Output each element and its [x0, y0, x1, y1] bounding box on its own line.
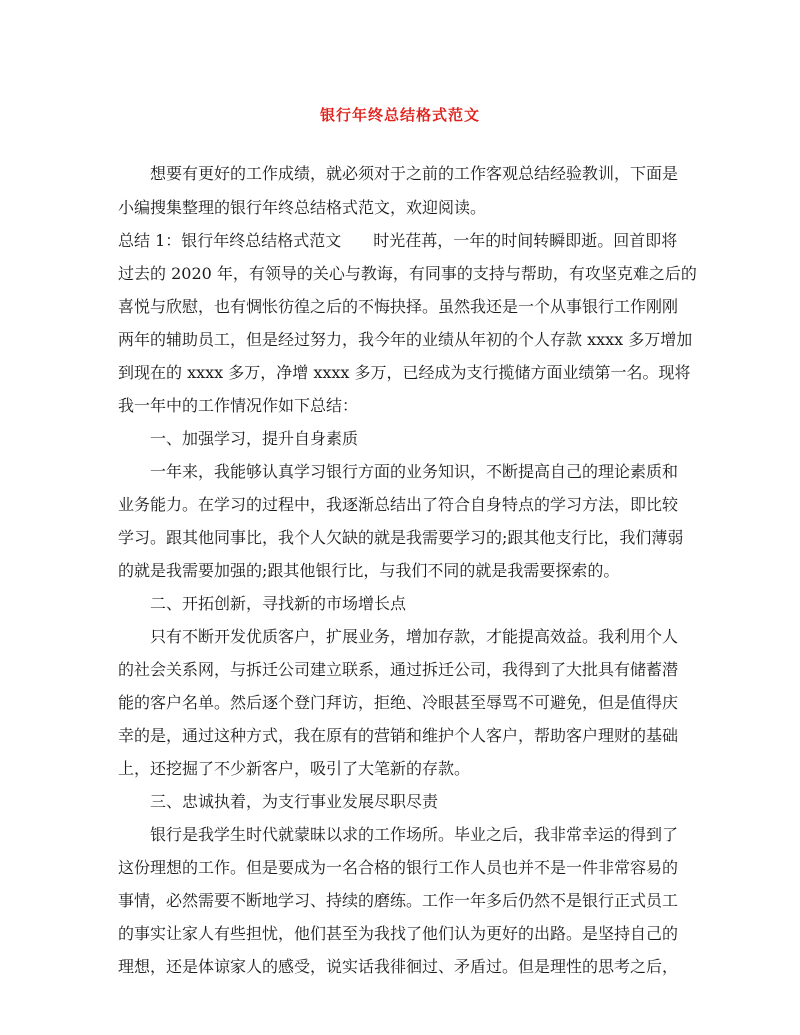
paragraph-line: 一年来，我能够认真学习银行方面的业务知识，不断提高自己的理论素质和: [150, 462, 679, 481]
paragraph-line: 的事实让家人有些担忧，他们甚至为我找了他们认为更好的出路。是坚持自己的: [118, 924, 679, 943]
paragraph-line: 过去的 2020 年，有领导的关心与教诲，有同事的支持与帮助，有攻坚克难之后的: [118, 264, 697, 283]
paragraph-line: 事情，必然需要不断地学习、持续的磨练。工作一年多后仍然不是银行正式员工: [118, 891, 679, 910]
paragraph-line: 能的客户名单。然后逐个登门拜访，拒绝、冷眼甚至辱骂不可避免，但是值得庆: [118, 693, 679, 712]
paragraph-line: 业务能力。在学习的过程中，我逐渐总结出了符合自身特点的学习方法，即比较: [118, 495, 679, 514]
paragraph-line: 银行是我学生时代就蒙昧以求的工作场所。毕业之后，我非常幸运的得到了: [150, 825, 679, 844]
paragraph-line: 到现在的 xxxx 多万，净增 xxxx 多万，已经成为支行揽储方面业绩第一名。现将: [118, 363, 691, 382]
paragraph-line: 我一年中的工作情况作如下总结：: [118, 396, 359, 415]
section-heading: 二、开拓创新，寻找新的市场增长点: [150, 594, 407, 613]
document-title: 银行年终总结格式范文: [319, 106, 480, 124]
paragraph-line: 想要有更好的工作成绩，就必须对于之前的工作客观总结经验教训，下面是: [150, 164, 679, 183]
paragraph-line: 小编搜集整理的银行年终总结格式范文，欢迎阅读。: [118, 198, 487, 217]
paragraph-line: 只有不断开发优质客户，扩展业务，增加存款，才能提高效益。我利用个人: [150, 627, 679, 646]
section-heading: 一、加强学习，提升自身素质: [150, 429, 359, 448]
paragraph-line: 理想，还是体谅家人的感受，说实话我徘徊过、矛盾过。但是理性的思考之后，: [118, 957, 679, 976]
paragraph-line: 幸的是，通过这种方式，我在原有的营销和维护个人客户，帮助客户理财的基础: [118, 726, 679, 745]
paragraph-line: 两年的辅助员工，但是经过努力，我今年的业绩从年初的个人存款 xxxx 多万增加: [118, 330, 693, 349]
paragraph-line: 的社会关系网，与拆迁公司建立联系，通过拆迁公司，我得到了大批具有储蓄潜: [118, 660, 679, 679]
paragraph-line: 总结 1：银行年终总结格式范文 时光荏苒，一年的时间转瞬即逝。回首即将: [118, 231, 678, 250]
section-heading: 三、忠诚执着，为支行事业发展尽职尽责: [150, 792, 439, 811]
paragraph-line: 的就是我需要加强的;跟其他银行比，与我们不同的就是我需要探索的。: [118, 561, 620, 580]
paragraph-line: 这份理想的工作。但是要成为一名合格的银行工作人员也并不是一件非常容易的: [118, 858, 679, 877]
paragraph-line: 上，还挖掘了不少新客户，吸引了大笔新的存款。: [118, 759, 471, 778]
paragraph-line: 喜悦与欣慰，也有惆怅彷徨之后的不悔抉择。虽然我还是一个从事银行工作刚刚: [118, 297, 679, 316]
paragraph-line: 学习。跟其他同事比，我个人欠缺的就是我需要学习的;跟其他支行比，我们薄弱: [118, 528, 684, 547]
